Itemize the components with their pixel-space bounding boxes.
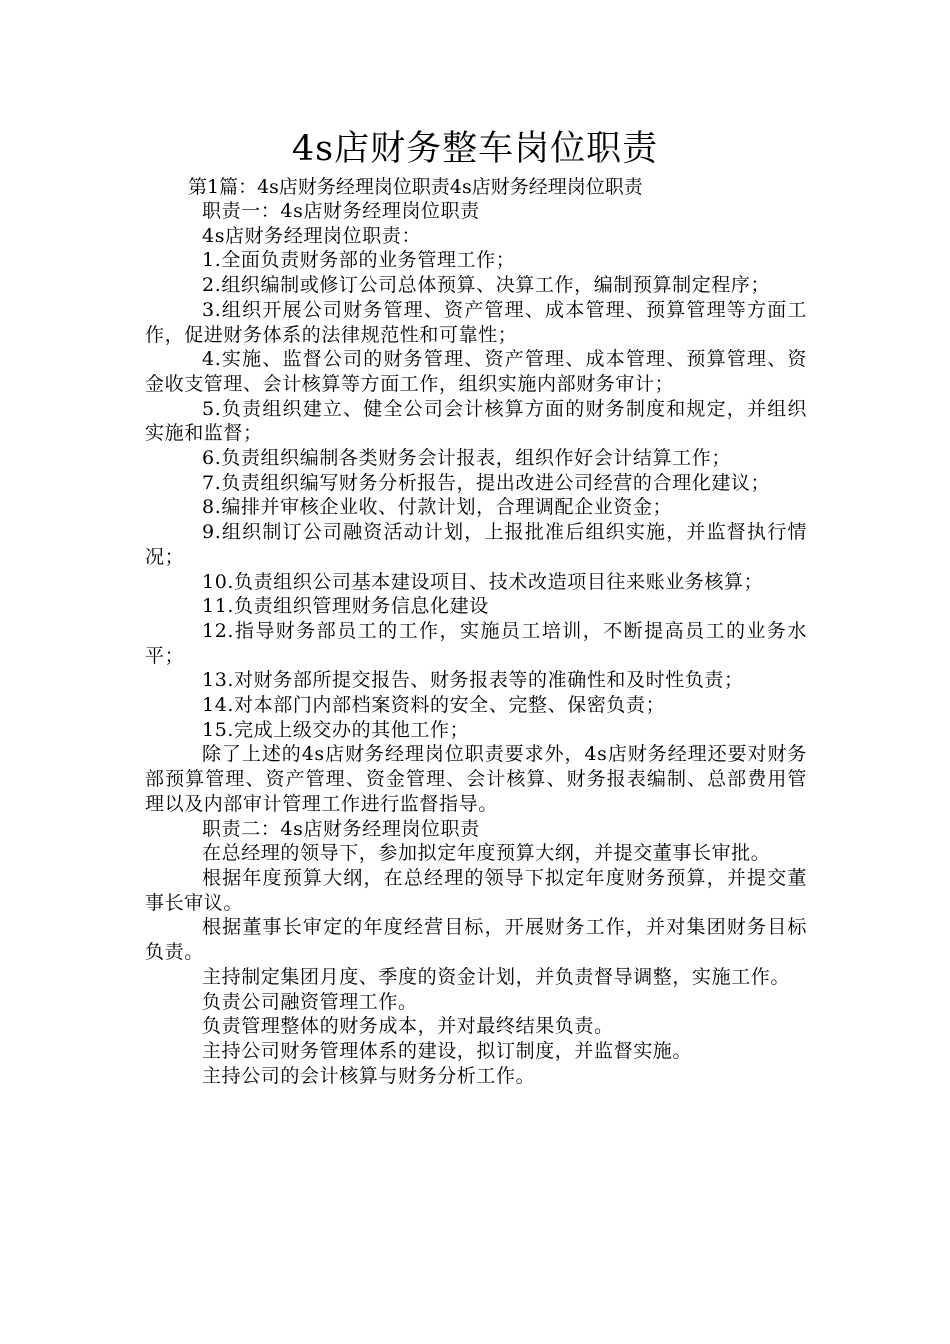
- list-item: 2.组织编制或修订公司总体预算、决算工作，编制预算制定程序；: [202, 274, 771, 297]
- document-body: [145, 199, 807, 1088]
- section-heading: 职责二：4s店财务经理岗位职责: [202, 817, 480, 840]
- paragraph: 负责公司融资管理工作。: [202, 990, 418, 1013]
- list-item: 13.对财务部所提交报告、财务报表等的准确性和及时性负责；: [202, 669, 744, 692]
- list-item: 1.全面负责财务部的业务管理工作；: [202, 249, 516, 272]
- list-item: 4.实施、监督公司的财务管理、资产管理、成本管理、预算管理、资金收支管理、会计核算等方面工作，组织实施内部财务审计；: [145, 348, 807, 395]
- list-item: 8.编排并审核企业收、付款计划，合理调配企业资金；: [202, 496, 673, 519]
- paragraph: 负责管理整体的财务成本，并对最终结果负责。: [202, 1015, 614, 1038]
- list-item: 5.负责组织建立、健全公司会计核算方面的财务制度和规定，并组织实施和监督；: [145, 397, 807, 445]
- paragraph: 根据年度预算大纲，在总经理的领导下拟定年度财务预算，并提交董事长审议。: [145, 866, 807, 914]
- document-subtitle: 第1篇：4s店财务经理岗位职责4s店财务经理岗位职责: [188, 176, 643, 198]
- list-item: 9.组织制订公司融资活动计划，上报批准后组织实施，并监督执行情况；: [145, 521, 807, 568]
- list-item: 12.指导财务部员工的工作，实施员工培训，不断提高员工的业务水平；: [145, 619, 807, 667]
- list-item: 14.对本部门内部档案资料的安全、完整、保密负责；: [202, 694, 666, 717]
- list-item: 6.负责组织编制各类财务会计报表，组织作好会计结算工作；: [202, 447, 731, 470]
- paragraph: 除了上述的4s店财务经理岗位职责要求外，4s店财务经理还要对财务部预算管理、资产管理、资金管理、会计核算、财务报表编制、总部费用管理以及内部审计管理工作进行监督指导。: [145, 743, 807, 815]
- paragraph: 4s店财务经理岗位职责：: [202, 224, 422, 247]
- paragraph: 在总经理的领导下，参加拟定年度预算大纲，并提交董事长审批。: [202, 842, 771, 865]
- list-item: 11.负责组织管理财务信息化建设: [202, 595, 489, 618]
- list-item: 15.完成上级交办的其他工作；: [202, 718, 470, 741]
- section-heading: 职责一：4s店财务经理岗位职责: [202, 200, 480, 222]
- paragraph: 主持公司财务管理体系的建设，拟订制度，并监督实施。: [202, 1039, 693, 1062]
- list-item: 10.负责组织公司基本建设项目、技术改造项目往来账业务核算；: [202, 570, 764, 593]
- document-title: 4s店财务整车岗位职责: [291, 129, 659, 169]
- paragraph: 根据董事长审定的年度经营目标，开展财务工作，并对集团财务目标负责。: [145, 916, 807, 964]
- list-item: 3.组织开展公司财务管理、资产管理、成本管理、预算管理等方面工作，促进财务体系的法律规范性和可靠性；: [145, 298, 807, 346]
- paragraph: 主持制定集团月度、季度的资金计划，并负责督导调整，实施工作。: [202, 965, 791, 988]
- paragraph: 主持公司的会计核算与财务分析工作。: [202, 1064, 536, 1087]
- list-item: 7.负责组织编写财务分析报告，提出改进公司经营的合理化建议；: [202, 471, 771, 494]
